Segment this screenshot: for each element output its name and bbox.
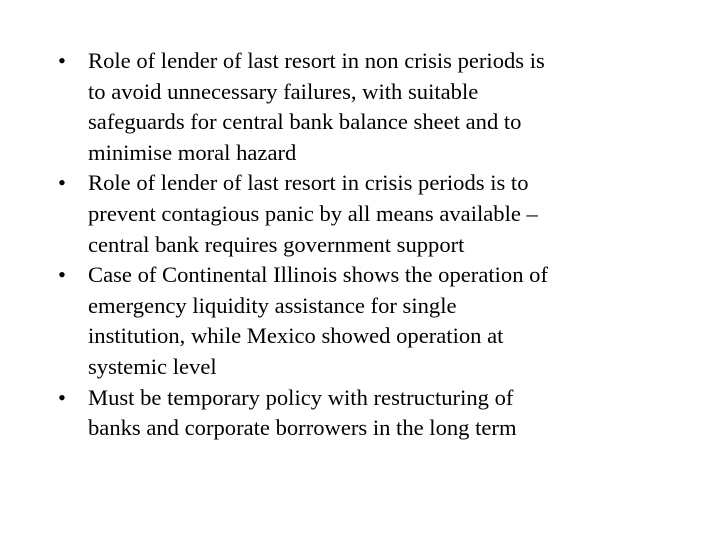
bullet-icon: • [58,262,66,288]
bullet-line: systemic level [88,353,217,379]
bullet-line: Role of lender of last resort in crisis periods is to [88,170,529,196]
bullet-item-temporary-policy [58,383,698,444]
bullet-line: Case of Continental Illinois shows the operation of [88,262,548,288]
bullet-line: prevent contagious panic by all means available – [88,200,538,226]
bullet-item-lender-non-crisis [58,46,698,168]
bullet-line: Role of lender of last resort in non crisis periods is [88,48,545,73]
bullet-item-continental-illinois [58,260,698,382]
bullet-line: institution, while Mexico showed operation at [88,323,504,349]
bullet-item-lender-crisis [58,168,698,260]
bullet-line: Must be temporary policy with restructuring of [88,384,514,410]
bullet-line: minimise moral hazard [88,139,297,165]
bullet-line: to avoid unnecessary failures, with suitable [88,78,479,104]
bullet-text [88,260,698,382]
bullet-list [58,46,698,444]
bullet-line: central bank requires government support [88,231,465,257]
bullet-icon: • [58,384,66,410]
bullet-line: safeguards for central bank balance sheet and to [88,109,522,135]
bullet-text [88,383,698,444]
bullet-text [88,46,698,168]
bullet-icon: • [58,170,66,196]
bullet-line: emergency liquidity assistance for single [88,292,457,318]
bullet-line: banks and corporate borrowers in the long term [88,415,517,441]
bullet-icon: • [58,48,66,73]
bullet-text [88,168,698,260]
